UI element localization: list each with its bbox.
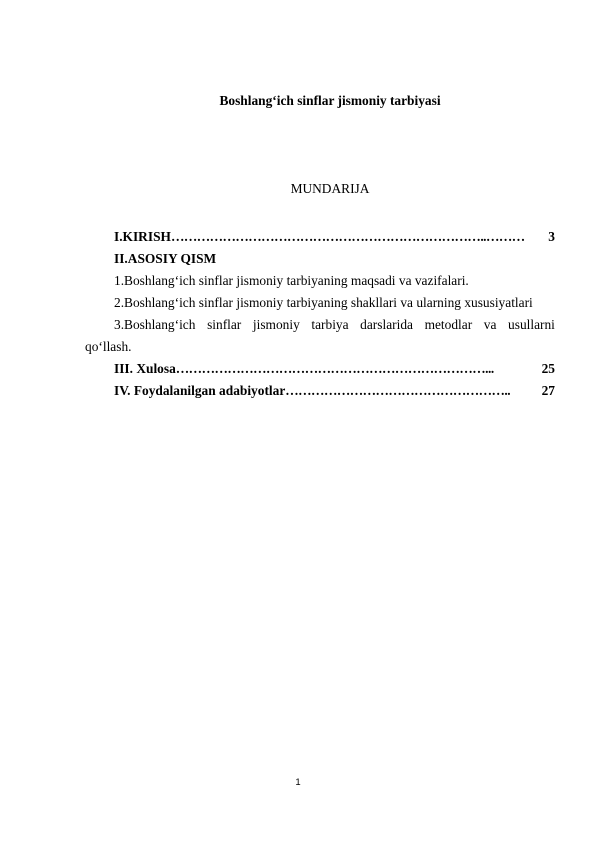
toc-word: va (483, 317, 497, 332)
table-of-contents (85, 226, 555, 402)
page-number: 1 (295, 777, 301, 788)
toc-page-number: 25 (541, 361, 555, 376)
toc-entry-section-3-continuation (85, 336, 555, 358)
toc-word: 3.Boshlang‘ich (114, 317, 196, 332)
document-title: Boshlang‘ich sinflar jismoniy tarbiyasi (219, 93, 441, 108)
toc-entry-label: 1.Boshlang‘ich sinflar jismoniy tarbiyaning maqsadi va vazifalari. (114, 273, 469, 288)
toc-word: metodlar (424, 317, 473, 332)
toc-entry-adabiyotlar (85, 380, 555, 402)
toc-heading: MUNDARIJA (290, 181, 370, 196)
toc-word: sinflar (207, 317, 242, 332)
toc-entry-section-3 (85, 314, 555, 336)
toc-dot-leader: ………………………………………………………………..……… (170, 229, 525, 244)
toc-page-number: 3 (548, 229, 555, 244)
toc-entry-continuation: qo‘llash. (85, 339, 132, 354)
toc-entry-section-1 (85, 270, 555, 292)
toc-entry-label: IV. Foydalanilgan adabiyotlar (114, 383, 286, 398)
toc-entry-section-2 (85, 292, 555, 314)
toc-entry-label: III. Xulosa (114, 361, 176, 376)
toc-dot-leader: ………………………………………………………………... (175, 361, 494, 376)
toc-entry-label: II.ASOSIY QISM (114, 251, 217, 266)
toc-word: darslarida (360, 317, 413, 332)
toc-entry-kirish (85, 226, 555, 248)
toc-dot-leader: …………………………………………….. (285, 383, 511, 398)
toc-word: jismoniy (252, 317, 300, 332)
toc-word: tarbiya (311, 317, 349, 332)
toc-word: usullarni (508, 317, 555, 332)
toc-entry-label: I.KIRISH (114, 229, 171, 244)
toc-page-number: 27 (541, 383, 555, 398)
toc-entry-asosiy-qism (85, 248, 555, 270)
toc-entry-label: 2.Boshlang‘ich sinflar jismoniy tarbiyaning shakllari va ularning xususiyatlari (114, 295, 533, 310)
toc-entry-xulosa (85, 358, 555, 380)
